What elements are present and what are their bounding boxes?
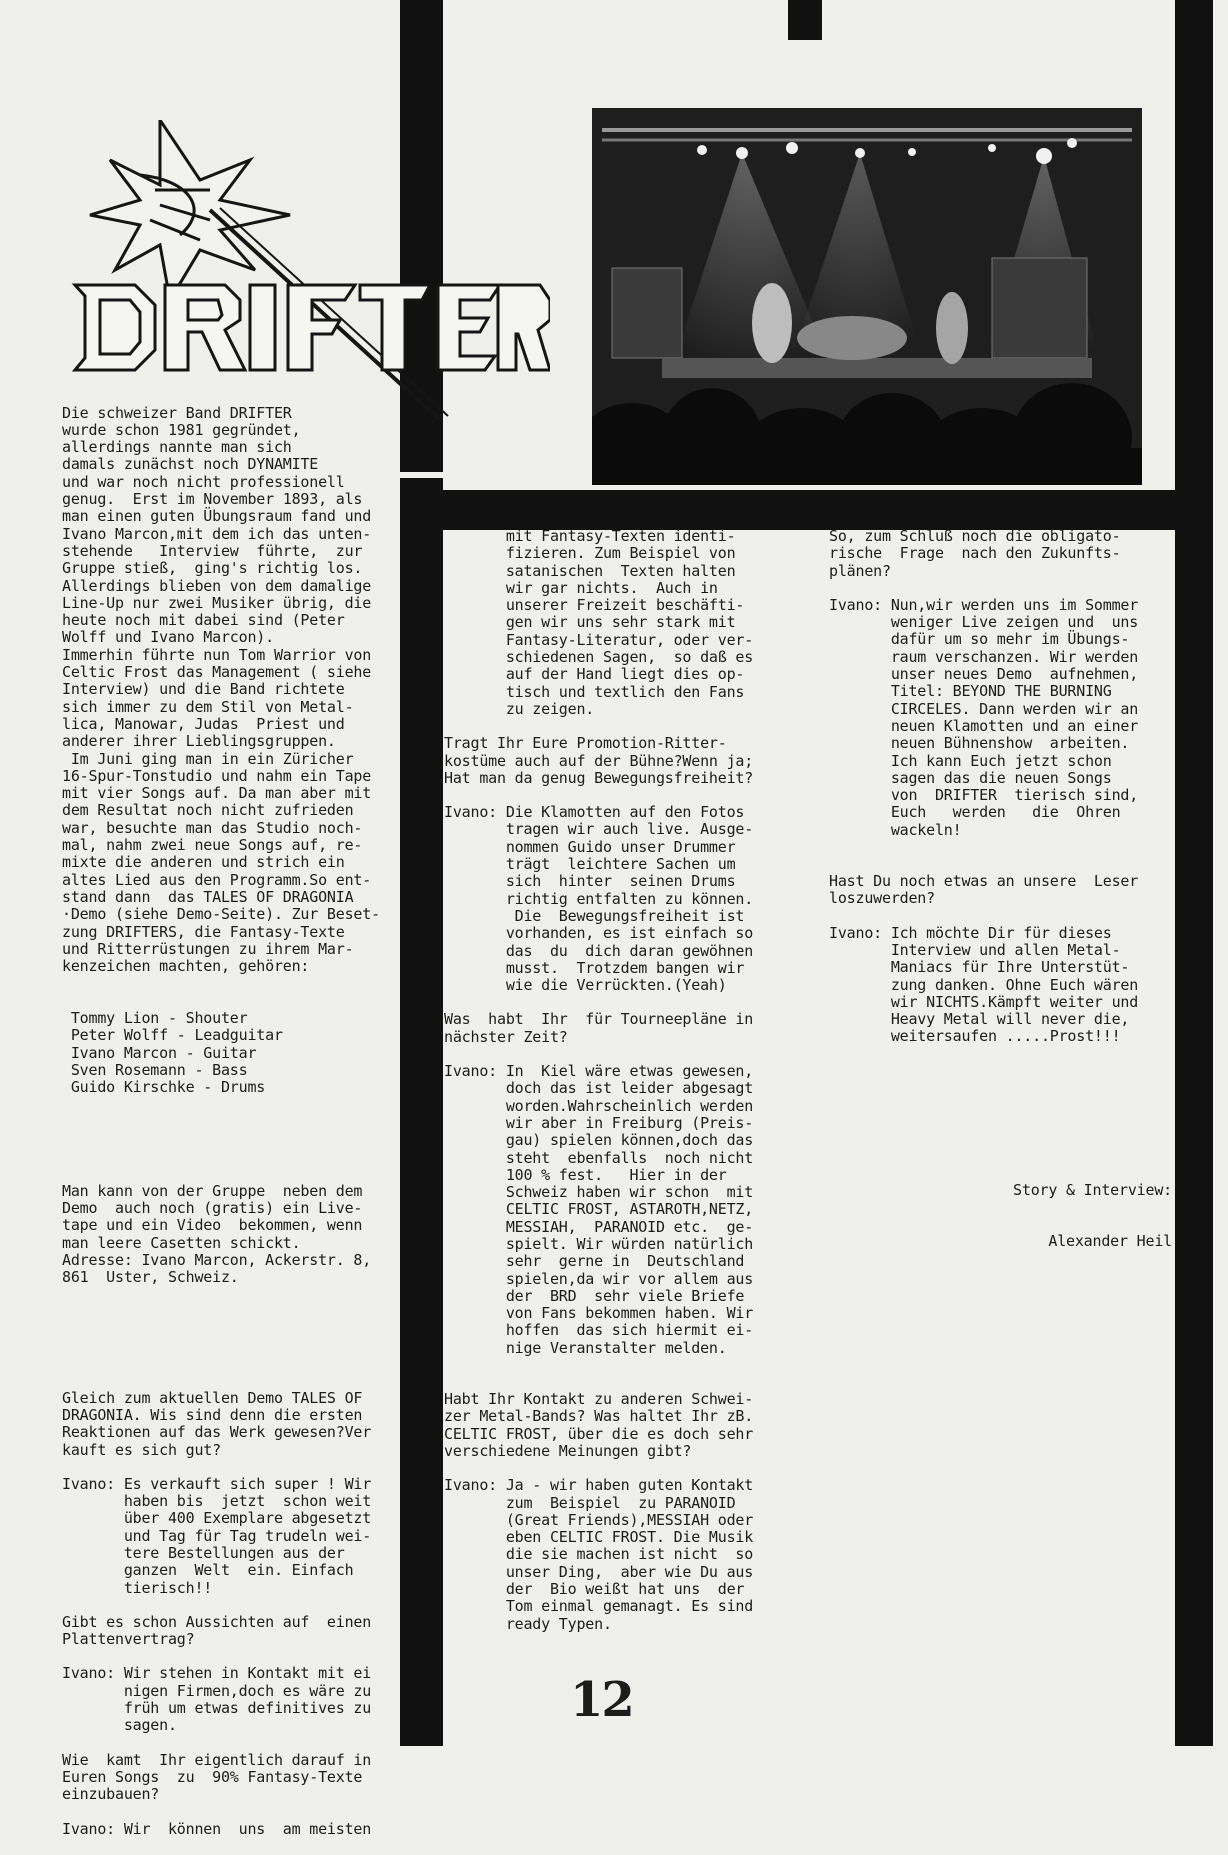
- text-line: Interview und allen Metal-: [829, 940, 1121, 959]
- stage-photo-image: [592, 108, 1142, 485]
- interview-answer: [829, 925, 1174, 1046]
- text-line: weniger Live zeigen und uns: [829, 613, 1139, 632]
- text-line: dafür um so mehr im Übungs-: [829, 630, 1130, 649]
- text-line: satanischen Texten halten: [444, 561, 736, 580]
- text-line: tragen wir auch live. Ausge-: [444, 820, 754, 839]
- text-line: CELTIC FROST, über die es doch sehr: [444, 1424, 754, 1443]
- credit-line-2: Alexander Heil: [1048, 1232, 1172, 1251]
- text-line: und war noch nicht professionell: [62, 472, 345, 491]
- text-line: Heavy Metal will never die,: [829, 1010, 1130, 1029]
- text-line: Ivano: Wir können uns am meisten: [62, 1819, 372, 1838]
- text-line: Wie kamt Ihr eigentlich darauf in: [62, 1750, 372, 1769]
- interview-question: [62, 1390, 402, 1459]
- text-line: eben CELTIC FROST. Die Musik: [444, 1528, 754, 1547]
- intro-column: [62, 370, 402, 1855]
- text-line: früh um etwas definitives zu: [62, 1699, 372, 1718]
- interview-question: [829, 873, 1174, 908]
- text-line: Die schweizer Band DRIFTER: [62, 403, 292, 422]
- text-line: wurde schon 1981 gegründet,: [62, 420, 301, 439]
- text-line: Tragt Ihr Eure Promotion-Ritter-: [444, 734, 727, 753]
- text-line: Gibt es schon Aussichten auf einen: [62, 1612, 372, 1631]
- interview-question: [444, 1391, 784, 1460]
- text-line: war, besuchte man das Studio noch-: [62, 818, 363, 837]
- text-line: damals zunächst noch DYNAMITE: [62, 455, 319, 474]
- text-line: So, zum Schluß noch die obligato-: [829, 527, 1121, 545]
- text-line: spielt. Wir würden natürlich: [444, 1234, 754, 1253]
- text-line: plänen?: [829, 561, 891, 580]
- text-line: nigen Firmen,doch es wäre zu: [62, 1681, 372, 1700]
- interview-question: [444, 735, 784, 787]
- text-line: 100 % fest. Hier in der: [444, 1165, 727, 1184]
- text-line: zum Beispiel zu PARANOID: [444, 1493, 736, 1512]
- intro-paragraph: [62, 405, 402, 976]
- text-line: Euch werden die Ohren: [829, 803, 1121, 822]
- text-line: wir gar nichts. Auch in: [444, 578, 718, 597]
- interview-answer: [444, 804, 784, 994]
- text-line: Gruppe stieß, ging's richtig los.: [62, 559, 363, 578]
- text-line: MESSIAH, PARANOID etc. ge-: [444, 1217, 754, 1236]
- text-line: und Ritterrüstungen zu ihrem Mar-: [62, 939, 354, 958]
- text-line: sich immer zu dem Stil von Metal-: [62, 697, 354, 716]
- top-stub-bar: [788, 0, 822, 40]
- text-line: das du dich daran gewöhnen: [444, 941, 754, 960]
- text-line: lica, Manowar, Judas Priest und: [62, 714, 345, 733]
- text-line: Ivano: Ich möchte Dir für dieses: [829, 923, 1112, 942]
- lineup-member: Ivano Marcon - Guitar: [62, 1043, 257, 1062]
- text-line: von DRIFTER tierisch sind,: [829, 786, 1139, 805]
- text-line: sagen das die neuen Songs: [829, 768, 1112, 787]
- text-line: mit Fantasy-Texten identi-: [444, 527, 736, 545]
- interview-answer: [62, 1821, 402, 1838]
- text-line: gau) spielen können,doch das: [444, 1131, 754, 1150]
- text-line: sagen.: [62, 1716, 177, 1735]
- text-line: spielen,da wir vor allem aus: [444, 1269, 754, 1288]
- interview-question: [62, 1614, 402, 1649]
- text-line: dem Resultat noch nicht zufrieden: [62, 801, 354, 820]
- interview-column-3: [829, 528, 1174, 1046]
- text-line: rische Frage nach den Zukunfts-: [829, 544, 1121, 563]
- lineup-member: Sven Rosemann - Bass: [62, 1060, 248, 1079]
- right-vertical-bar: [1175, 0, 1213, 1746]
- text-line: kostüme auch auf der Bühne?Wenn ja;: [444, 751, 754, 770]
- text-line: DRAGONIA. Wis sind denn die ersten: [62, 1405, 363, 1424]
- text-line: unser neues Demo aufnehmen,: [829, 665, 1139, 684]
- credit-line-1: Story & Interview:: [1013, 1180, 1172, 1199]
- text-line: Allerdings blieben von dem damalige: [62, 576, 372, 595]
- text-line: mit vier Songs auf. Da man aber mit: [62, 784, 372, 803]
- text-line: wir aber in Freiburg (Preis-: [444, 1113, 754, 1132]
- text-line: heute noch mit dabei sind (Peter: [62, 611, 345, 630]
- text-line: Immerhin führte nun Tom Warrior von: [62, 645, 372, 664]
- text-line: stand dann das TALES OF DRAGONIA: [62, 887, 354, 906]
- text-line: allerdings nannte man sich: [62, 438, 292, 457]
- text-line: Hat man da genug Bewegungsfreiheit?: [444, 768, 754, 787]
- text-line: ·Demo (siehe Demo-Seite). Zur Beset-: [62, 905, 380, 924]
- text-line: doch das ist leider abgesagt: [444, 1079, 754, 1098]
- text-line: 16-Spur-Tonstudio und nahm ein Tape: [62, 766, 372, 785]
- page-number: 12: [570, 1672, 633, 1728]
- text-line: stehende Interview führte, zur: [62, 541, 363, 560]
- text-line: nommen Guido unser Drummer: [444, 837, 736, 856]
- text-line: man einen guten Übungsraum fand und: [62, 507, 372, 526]
- text-line: nächster Zeit?: [444, 1027, 568, 1046]
- text-line: weitersaufen .....Prost!!!: [829, 1027, 1121, 1046]
- text-line: Man kann von der Gruppe neben dem: [62, 1181, 363, 1200]
- text-line: unser Ding, aber wie Du aus: [444, 1562, 754, 1581]
- text-line: auf der Hand liegt dies op-: [444, 665, 745, 684]
- text-line: man leere Casetten schickt.: [62, 1233, 301, 1252]
- text-line: musst. Trotzdem bangen wir: [444, 958, 745, 977]
- text-line: zu zeigen.: [444, 699, 595, 718]
- text-line: CELTIC FROST, ASTAROTH,NETZ,: [444, 1200, 754, 1219]
- text-line: ganzen Welt ein. Einfach: [62, 1561, 354, 1580]
- interview-question: [829, 528, 1174, 580]
- text-line: Ivano Marcon,mit dem ich das unten-: [62, 524, 372, 543]
- text-line: Ivano: Ja - wir haben guten Kontakt: [444, 1476, 754, 1495]
- text-line: zung danken. Ohne Euch wären: [829, 975, 1139, 994]
- text-line: Euren Songs zu 90% Fantasy-Texte: [62, 1767, 363, 1786]
- text-line: wackeln!: [829, 820, 962, 839]
- text-line: sehr gerne in Deutschland: [444, 1252, 745, 1271]
- text-line: Wolff und Ivano Marcon).: [62, 628, 274, 647]
- text-line: Ivano: In Kiel wäre etwas gewesen,: [444, 1062, 754, 1081]
- text-line: Line-Up nur zwei Musiker übrig, die: [62, 593, 372, 612]
- text-line: Im Juni ging man in ein Züricher: [62, 749, 354, 768]
- text-line: loszuwerden?: [829, 889, 935, 908]
- text-line: die sie machen ist nicht so: [444, 1545, 754, 1564]
- text-line: einzubauen?: [62, 1785, 160, 1804]
- interview-column-2: [444, 528, 784, 1633]
- text-line: wie die Verrückten.(Yeah): [444, 976, 727, 995]
- text-line: steht ebenfalls noch nicht: [444, 1148, 754, 1167]
- text-line: Titel: BEYOND THE BURNING: [829, 682, 1112, 701]
- text-line: neuen Klamotten und an einer: [829, 716, 1139, 735]
- text-line: tierisch!!: [62, 1578, 213, 1597]
- text-line: Interview) und die Band richtete: [62, 680, 345, 699]
- text-line: und Tag für Tag trudeln wei-: [62, 1526, 372, 1545]
- text-line: ready Typen.: [444, 1614, 612, 1633]
- text-line: sich hinter seinen Drums: [444, 872, 736, 891]
- interview-question: [444, 1011, 784, 1046]
- text-line: vorhanden, es ist einfach so: [444, 924, 754, 943]
- text-line: Ich kann Euch jetzt schon: [829, 751, 1112, 770]
- text-line: Ivano: Die Klamotten auf den Fotos: [444, 803, 745, 822]
- text-line: der BRD sehr viele Briefe: [444, 1286, 745, 1305]
- text-line: Ivano: Nun,wir werden uns im Sommer: [829, 595, 1139, 614]
- text-line: Ivano: Wir stehen in Kontakt mit ei: [62, 1664, 372, 1683]
- text-line: unserer Freizeit beschäfti-: [444, 596, 745, 615]
- center-horizontal-bar: [443, 490, 1213, 530]
- text-line: anderer ihrer Lieblingsgruppen.: [62, 732, 336, 751]
- text-line: raum verschanzen. Wir werden: [829, 647, 1139, 666]
- text-line: Was habt Ihr für Tourneepläne in: [444, 1010, 754, 1029]
- text-line: Gleich zum aktuellen Demo TALES OF: [62, 1388, 363, 1407]
- interview-answer: [444, 1063, 784, 1357]
- interview-answer: [444, 528, 784, 718]
- text-line: verschiedene Meinungen gibt?: [444, 1441, 692, 1460]
- text-line: worden.Wahrscheinlich werden: [444, 1096, 754, 1115]
- text-line: zer Metal-Bands? Was haltet Ihr zB.: [444, 1407, 754, 1426]
- lineup-member: Guido Kirschke - Drums: [62, 1078, 266, 1097]
- text-line: trägt leichtere Sachen um: [444, 855, 736, 874]
- text-line: mixte die anderen und strich ein: [62, 853, 345, 872]
- text-line: der Bio weißt hat uns der: [444, 1580, 745, 1599]
- text-line: Ivano: Es verkauft sich super ! Wir: [62, 1474, 372, 1493]
- text-line: Maniacs für Ihre Unterstüt-: [829, 958, 1130, 977]
- text-line: CIRCELES. Dann werden wir an: [829, 699, 1139, 718]
- text-line: kenzeichen machten, gehören:: [62, 957, 310, 976]
- text-line: altes Lied aus den Programm.So ent-: [62, 870, 372, 889]
- text-line: wir NICHTS.Kämpft weiter und: [829, 992, 1139, 1011]
- text-line: tisch und textlich den Fans: [444, 682, 745, 701]
- text-line: Habt Ihr Kontakt zu anderen Schwei-: [444, 1390, 754, 1409]
- text-line: richtig entfalten zu können.: [444, 889, 754, 908]
- text-line: Tom einmal gemanagt. Es sind: [444, 1597, 754, 1616]
- text-line: zung DRIFTERS, die Fantasy-Texte: [62, 922, 345, 941]
- text-line: Celtic Frost das Management ( siehe: [62, 663, 372, 682]
- text-line: nige Veranstalter melden.: [444, 1338, 727, 1357]
- text-line: mal, nahm zwei neue Songs auf, re-: [62, 836, 363, 855]
- concert-photo: [592, 108, 1142, 485]
- contact-paragraph: [62, 1183, 402, 1287]
- interview-answer: [444, 1477, 784, 1633]
- text-line: Reaktionen auf das Werk gewesen?Ver: [62, 1423, 372, 1442]
- interview-question: [62, 1752, 402, 1804]
- text-line: fizieren. Zum Beispiel von: [444, 544, 736, 563]
- lineup-member: Peter Wolff - Leadguitar: [62, 1026, 283, 1045]
- text-line: Adresse: Ivano Marcon, Ackerstr. 8,: [62, 1250, 372, 1269]
- text-line: Hast Du noch etwas an unsere Leser: [829, 872, 1139, 891]
- text-line: über 400 Exemplare abgesetzt: [62, 1509, 372, 1528]
- author-credit: [900, 1147, 1172, 1268]
- text-line: tape und ein Video bekommen, wenn: [62, 1216, 363, 1235]
- text-line: tere Bestellungen aus der: [62, 1544, 345, 1562]
- lineup-member: Tommy Lion - Shouter: [62, 1008, 248, 1027]
- text-line: neuen Bühnenshow arbeiten.: [829, 734, 1130, 753]
- interview-answer: [829, 597, 1174, 839]
- interview-column-1: [62, 1390, 402, 1838]
- text-line: Schweiz haben wir schon mit: [444, 1183, 754, 1202]
- text-line: kauft es sich gut?: [62, 1440, 221, 1459]
- interview-answer: [62, 1476, 402, 1597]
- text-line: (Great Friends),MESSIAH oder: [444, 1510, 754, 1529]
- text-line: gen wir uns sehr stark mit: [444, 613, 736, 632]
- text-line: Die Bewegungsfreiheit ist: [444, 906, 745, 925]
- text-line: hoffen das sich hiermit ei-: [444, 1321, 754, 1340]
- text-line: 861 Uster, Schweiz.: [62, 1268, 239, 1287]
- text-line: schiedenen Sagen, so daß es: [444, 648, 754, 667]
- text-line: Demo auch noch (gratis) ein Live-: [62, 1198, 363, 1217]
- left-vertical-bar-lower: [400, 478, 443, 1746]
- text-line: haben bis jetzt schon weit: [62, 1492, 372, 1511]
- interview-answer: [62, 1665, 402, 1734]
- text-line: von Fans bekommen haben. Wir: [444, 1304, 754, 1323]
- text-line: Plattenvertrag?: [62, 1630, 195, 1649]
- lineup-list: [62, 1010, 402, 1096]
- text-line: Fantasy-Literatur, oder ver-: [444, 630, 754, 649]
- text-line: genug. Erst im November 1893, als: [62, 490, 363, 509]
